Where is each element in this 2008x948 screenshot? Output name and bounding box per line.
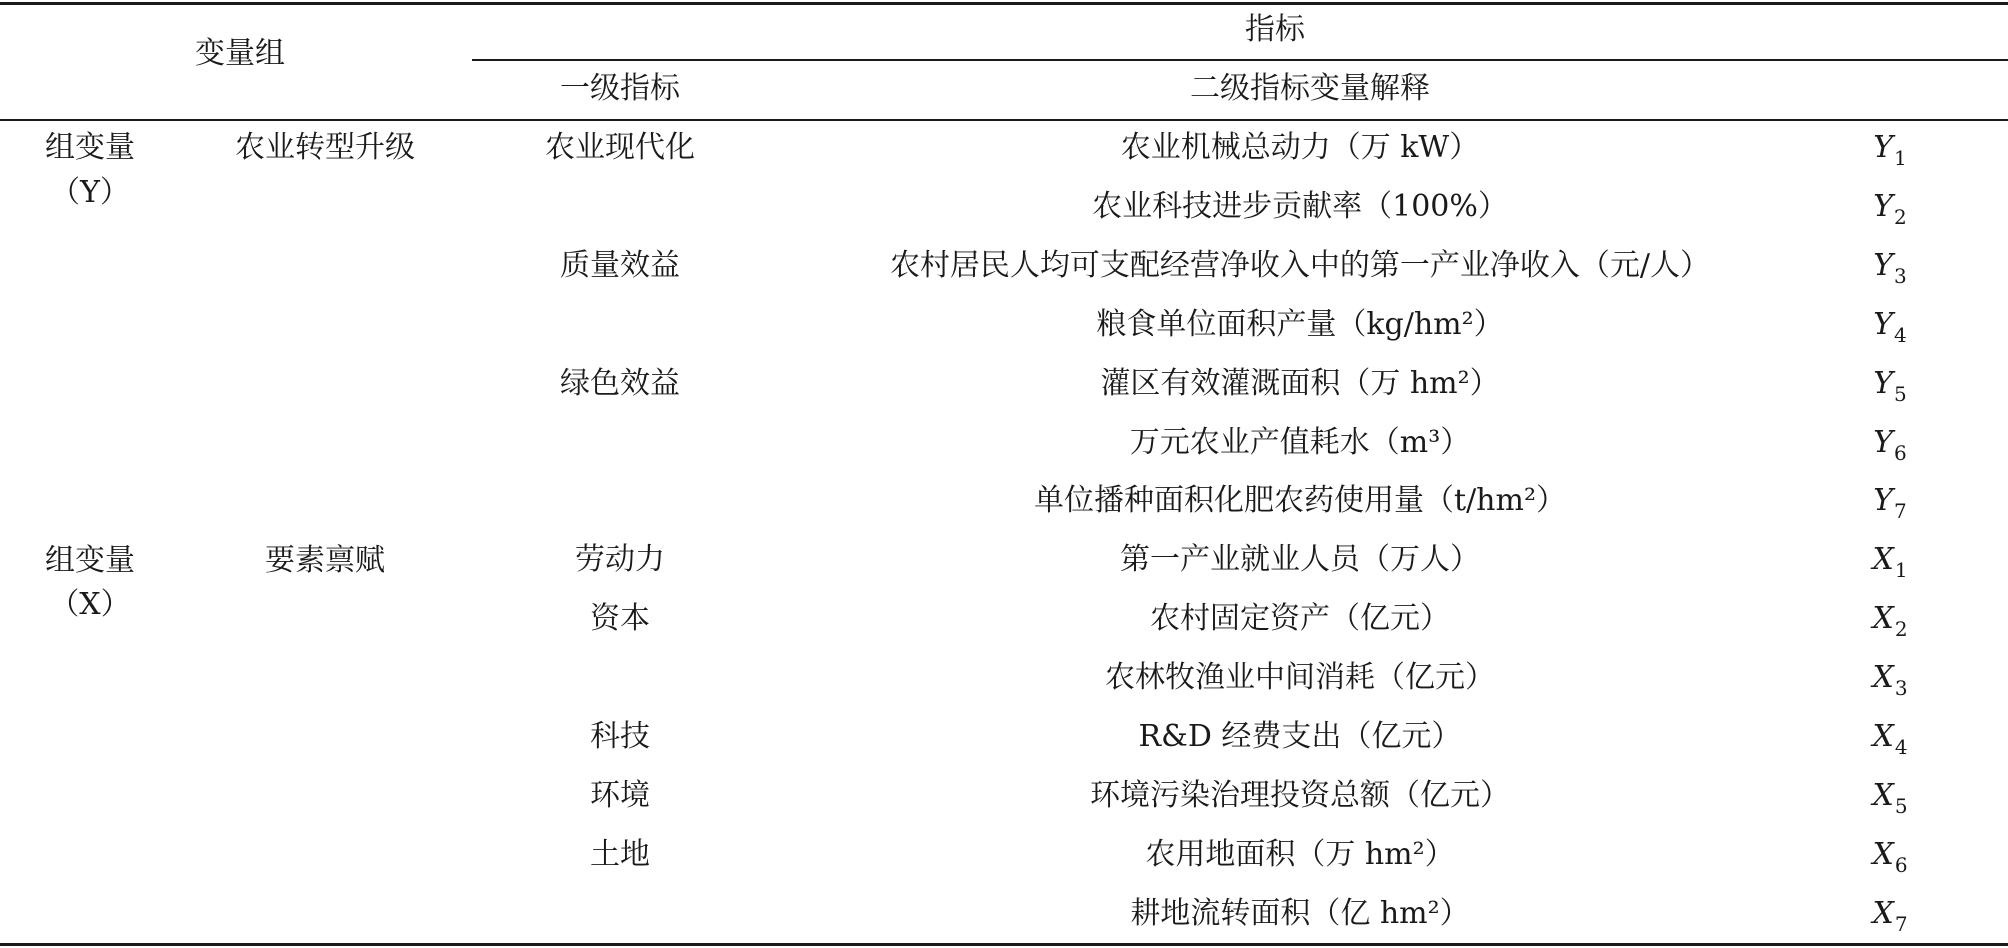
table-top-rule	[0, 2, 2008, 5]
level1-indicator: 质量效益	[560, 247, 680, 283]
variable-symbol-letter: Y	[1873, 188, 1894, 224]
variable-symbol-letter: Y	[1873, 365, 1894, 401]
variable-symbol	[1830, 599, 1950, 642]
indicator-header-rule	[472, 59, 2008, 61]
level2-indicator-description: R&D 经费支出（亿元）	[1138, 719, 1462, 754]
level2-indicator-description: 粮食单位面积产量（kg/hm²）	[1096, 306, 1504, 342]
group-y-symbol: （Y）	[50, 175, 130, 210]
variable-symbol-index: 3	[1894, 676, 1908, 701]
variable-symbol-index: 2	[1894, 204, 1907, 229]
level1-indicator	[500, 187, 740, 227]
variable-symbol	[1830, 835, 1950, 875]
variable-symbol-letter: Y	[1873, 130, 1894, 165]
group-y-category: 农业转型升级	[235, 130, 415, 165]
group-y-label: 组变量	[45, 130, 135, 165]
variable-symbol-index: 1	[1894, 146, 1907, 170]
variable-symbol	[1830, 187, 1950, 227]
level2-indicator-description: 第一产业就业人员（万人）	[1120, 542, 1480, 578]
level2-indicator-description: 农林牧渔业中间消耗（亿元）	[1105, 660, 1495, 696]
header-level2-indicator: 二级指标变量解释	[1190, 71, 1430, 106]
variable-symbol-letter: X	[1872, 777, 1894, 813]
group-x-category: 要素禀赋	[265, 543, 385, 578]
variable-symbol-index: 2	[1894, 617, 1908, 642]
level2-indicator-description: 农村固定资产（亿元）	[1150, 601, 1450, 637]
header-variable-group: 变量组	[195, 36, 285, 71]
variable-symbol	[1830, 364, 1950, 404]
level1-indicator: 绿色效益	[560, 365, 680, 401]
level2-indicator-description: 农用地面积（万 hm²）	[1145, 836, 1455, 872]
variable-symbol	[1830, 305, 1950, 345]
level2-indicator-description: 万元农业产值耗水（m³）	[1129, 424, 1471, 460]
table-header-rule	[0, 119, 2008, 121]
variable-symbol-letter: Y	[1873, 483, 1894, 519]
level2-indicator-description: 灌区有效灌溉面积（万 hm²）	[1100, 365, 1500, 401]
group-x-label: 组变量	[45, 543, 135, 578]
variable-symbol	[1830, 481, 1950, 524]
level2-indicator-description: 农业机械总动力（万 kW）	[1120, 130, 1480, 165]
variable-symbol	[1830, 894, 1950, 934]
variable-symbol-index: 6	[1894, 852, 1908, 877]
variable-symbol-index: 7	[1894, 911, 1908, 936]
variable-symbol-letter: X	[1872, 895, 1894, 931]
table-bottom-rule	[0, 943, 2008, 946]
level1-indicator: 资本	[590, 601, 650, 637]
level1-indicator: 环境	[590, 777, 650, 813]
variable-symbol-letter: Y	[1873, 424, 1894, 460]
level1-indicator: 劳动力	[575, 542, 665, 578]
variable-symbol	[1830, 128, 1950, 168]
variable-symbol-index: 1	[1894, 558, 1908, 583]
variable-symbol-index: 5	[1894, 381, 1907, 406]
variable-symbol-letter: Y	[1873, 247, 1894, 283]
variable-symbol-index: 3	[1894, 263, 1907, 288]
header-indicator: 指标	[1245, 12, 1305, 47]
level1-indicator	[500, 894, 740, 934]
level2-indicator-description: 单位播种面积化肥农药使用量（t/hm²）	[1034, 483, 1566, 519]
header-level1-indicator: 一级指标	[560, 71, 680, 106]
variable-symbol	[1830, 717, 1950, 757]
level1-indicator: 农业现代化	[545, 130, 695, 165]
level2-indicator-description: 耕地流转面积（亿 hm²）	[1130, 895, 1470, 931]
variable-symbol-index: 4	[1894, 322, 1907, 347]
variable-symbol	[1830, 423, 1950, 463]
variable-symbol-index: 6	[1894, 440, 1907, 465]
level1-indicator: 土地	[590, 836, 650, 872]
level1-indicator	[500, 658, 740, 698]
variable-symbol-index: 5	[1894, 793, 1908, 818]
variable-symbol-letter: X	[1872, 601, 1894, 637]
level2-indicator-description: 环境污染治理投资总额（亿元）	[1090, 777, 1510, 813]
variable-symbol	[1830, 776, 1950, 816]
variable-symbol-letter: X	[1872, 542, 1894, 578]
variable-symbol-letter: Y	[1873, 306, 1894, 342]
variable-symbol-letter: X	[1872, 660, 1894, 696]
group-x-symbol: （X）	[49, 587, 131, 622]
level1-indicator	[500, 305, 740, 345]
variable-symbol	[1830, 246, 1950, 286]
variable-symbol-letter: X	[1872, 836, 1894, 872]
level2-indicator-description: 农业科技进步贡献率（100%）	[1092, 188, 1508, 224]
variable-symbol-index: 7	[1894, 499, 1907, 524]
level1-indicator: 科技	[590, 719, 650, 754]
level2-indicator-description: 农村居民人均可支配经营净收入中的第一产业净收入（元/人）	[889, 247, 1711, 283]
variable-symbol	[1830, 658, 1950, 701]
variable-symbol	[1830, 540, 1950, 583]
variable-symbol-letter: X	[1872, 719, 1894, 754]
variable-symbol-index: 4	[1894, 735, 1908, 759]
level1-indicator	[500, 423, 740, 463]
level1-indicator	[500, 481, 740, 521]
